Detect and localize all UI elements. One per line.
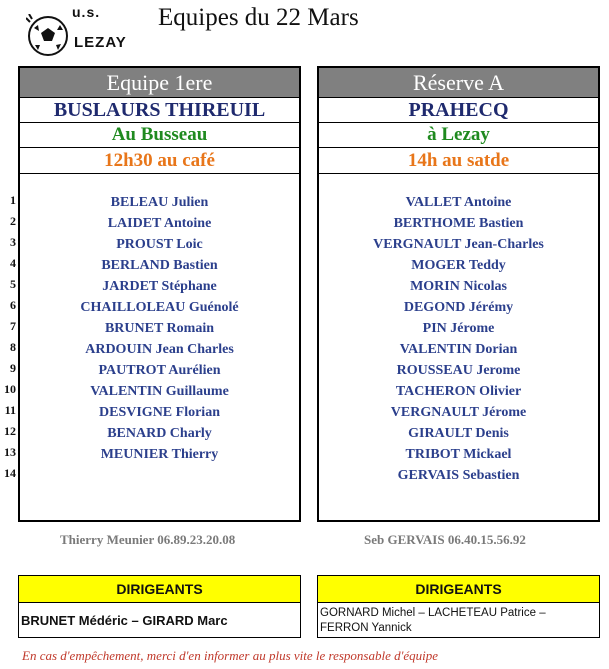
player-number: 12 [4, 424, 16, 438]
player-number: 9 [10, 361, 16, 375]
team-name: Réserve A [319, 68, 598, 98]
page-title: Equipes du 22 Mars [158, 4, 359, 31]
dirigeants-names: GORNARD Michel – LACHETEAU Patrice – FERRON Yannick [320, 607, 546, 634]
player-name: VERGNAULT Jérome [390, 405, 527, 420]
footer-note: En cas d'empêchement, merci d'en informer au plus vite le responsable d'équipe [22, 648, 439, 663]
player-list [319, 192, 598, 486]
team-name: Equipe 1ere [20, 68, 299, 98]
team-panel-first [18, 66, 301, 522]
player-number: 3 [10, 235, 16, 249]
player-number: 4 [10, 256, 16, 270]
dirigeants-names: BRUNET Médéric – GIRARD Marc [21, 613, 228, 628]
logo-text-town: LEZAY [74, 34, 127, 51]
player-name: BERLAND Bastien [101, 258, 218, 273]
team-contact: Seb GERVAIS 06.40.15.56.92 [364, 532, 526, 547]
player-list [20, 192, 299, 465]
player-name: PAUTROT Aurélien [98, 363, 221, 378]
player-name: TRIBOT Mickael [405, 447, 512, 462]
player-name: JARDET Stéphane [102, 279, 217, 294]
player-name: GIRAULT Denis [408, 426, 509, 441]
player-number: 2 [10, 214, 16, 228]
meeting-time: 14h au satde [319, 148, 598, 174]
match-venue: Au Busseau [20, 123, 299, 148]
player-name: MORIN Nicolas [410, 279, 507, 294]
player-number: 14 [4, 466, 16, 480]
player-name: DESVIGNE Florian [99, 405, 220, 420]
opponent-name: BUSLAURS THIREUIL [20, 98, 299, 123]
dirigeants-box [18, 575, 301, 638]
player-name: VERGNAULT Jean-Charles [373, 237, 544, 252]
dirigeants-heading: DIRIGEANTS [19, 576, 300, 603]
player-name: CHAILLOLEAU Guénolé [80, 300, 239, 315]
player-name: DEGOND Jérémy [403, 300, 514, 315]
match-venue: à Lezay [319, 123, 598, 148]
player-name: BERTHOME Bastien [393, 216, 524, 231]
club-logo [22, 4, 140, 56]
player-name: TACHERON Olivier [395, 384, 522, 399]
logo-text-top: u.s. [72, 4, 101, 20]
player-number: 10 [4, 382, 16, 396]
team-contact: Thierry Meunier 06.89.23.20.08 [60, 532, 236, 547]
player-name: BELEAU Julien [110, 195, 209, 210]
player-name: PROUST Loic [116, 237, 203, 252]
player-name: VALLET Antoine [405, 195, 512, 210]
player-name: MOGER Teddy [411, 258, 506, 273]
player-number: 8 [10, 340, 16, 354]
dirigeants-heading: DIRIGEANTS [318, 576, 599, 603]
player-name: BENARD Charly [107, 426, 212, 441]
player-number: 6 [10, 298, 16, 312]
player-name: GERVAIS Sebastien [397, 468, 520, 483]
player-number-column [0, 190, 16, 484]
opponent-name: PRAHECQ [319, 98, 598, 123]
player-number: 11 [4, 403, 16, 417]
player-name: PIN Jérome [422, 321, 495, 336]
player-name: VALENTIN Dorian [399, 342, 518, 357]
player-name: ARDOUIN Jean Charles [85, 342, 234, 357]
player-number: 7 [10, 319, 16, 333]
player-name: BRUNET Romain [104, 321, 215, 336]
player-name: LAIDET Antoine [107, 216, 212, 231]
dirigeants-box [317, 575, 600, 638]
player-name: ROUSSEAU Jerome [396, 363, 521, 378]
player-name: MEUNIER Thierry [100, 447, 219, 462]
team-panel-reserve [317, 66, 600, 522]
player-number: 5 [10, 277, 16, 291]
player-name: VALENTIN Guillaume [90, 384, 229, 399]
meeting-time: 12h30 au café [20, 148, 299, 174]
player-number: 13 [4, 445, 16, 459]
player-number: 1 [10, 193, 16, 207]
soccer-ball-icon [26, 14, 70, 58]
